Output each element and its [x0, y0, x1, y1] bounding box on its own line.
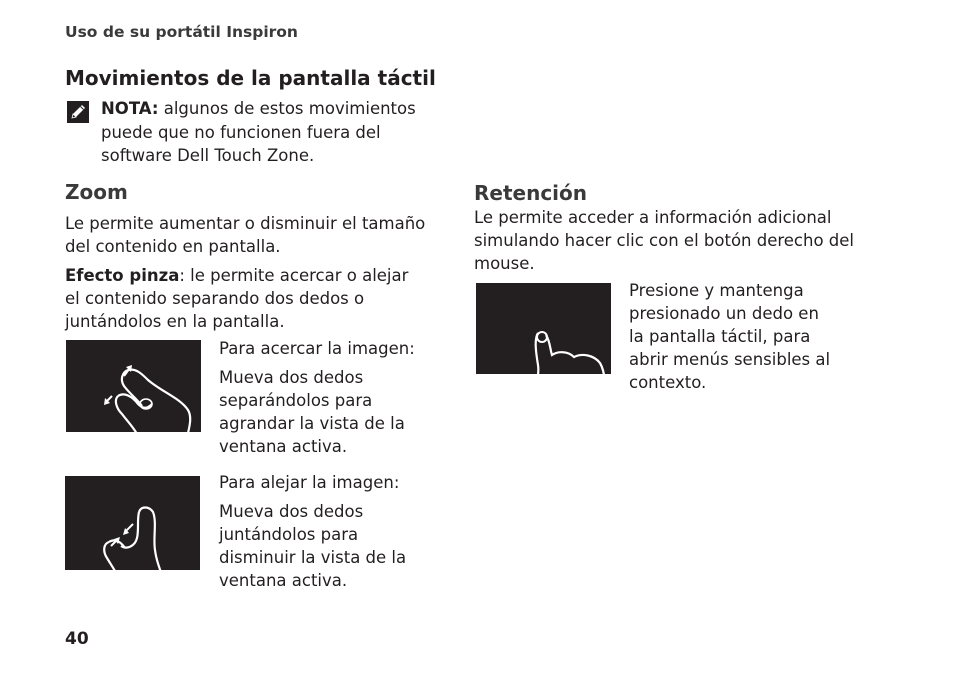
pinch-in-gesture-icon [65, 476, 200, 618]
section-title: Movimientos de la pantalla táctil [65, 66, 436, 90]
pencil-note-icon [67, 101, 89, 123]
note-body: algunos de estos movimientos puede que no funcionen fuera del software Dell Touch Zone. [101, 99, 416, 165]
zoom-out-instruction: Mueva dos dedos juntándolos para disminuir la vista de la ventana activa. [219, 502, 407, 590]
hold-description: Le permite acceder a información adicional simulando hacer clic con el botón derecho del mouse. [474, 208, 855, 273]
pinch-label: Efecto pinza [65, 266, 180, 285]
zoom-in-instruction: Mueva dos dedos separándolos para agrandar la vista de la ventana activa. [219, 368, 405, 456]
note-label: NOTA: [101, 99, 159, 118]
hold-instruction: Presione y mantenga presionado un dedo en la pantalla táctil, para abrir menús sensibles al contexto. [629, 281, 831, 392]
running-header: Uso de su portátil Inspiron [65, 23, 298, 41]
hold-title: Retención [474, 181, 588, 205]
note-text [101, 97, 441, 168]
zoom-out-caption: Para alejar la imagen: [219, 473, 400, 492]
zoom-title: Zoom [65, 180, 128, 204]
pinch-out-gesture-icon [66, 340, 201, 460]
pinch-text: : le permite acercar o alejar el contenido separando dos dedos o juntándolos en la pantalla. [65, 266, 409, 331]
zoom-description: Le permite aumentar o disminuir el tamaño del contenido en pantalla. [65, 214, 426, 256]
page-number: 40 [65, 629, 89, 649]
press-hold-gesture-icon [476, 283, 611, 419]
pinch-description [65, 264, 410, 333]
zoom-in-caption: Para acercar la imagen: [219, 339, 415, 358]
